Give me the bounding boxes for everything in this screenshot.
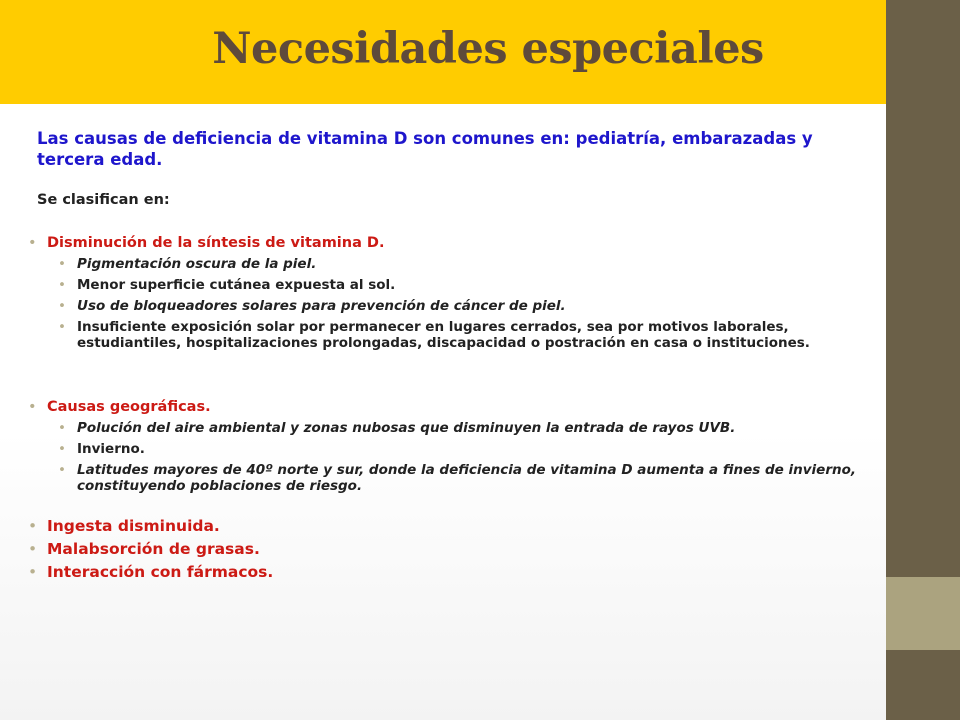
geographic-sublist bbox=[37, 420, 867, 494]
geographic-item: • Latitudes mayores de 40º norte y sur, donde la deficiencia de vitamina D aumenta a fines de invierno, constituyendo poblaciones de riesgo. bbox=[37, 462, 867, 494]
right-side-accent bbox=[886, 577, 960, 650]
geographic-item: • Invierno. bbox=[37, 441, 867, 457]
synthesis-item: • Menor superficie cutánea expuesta al sol. bbox=[37, 277, 867, 293]
cause-ingesta: • Ingesta disminuida. bbox=[37, 515, 867, 538]
slide-content bbox=[37, 128, 867, 584]
slide-title: Necesidades especiales bbox=[212, 24, 764, 74]
synthesis-sublist bbox=[37, 256, 867, 351]
cause-malabsorcion: • Malabsorción de grasas. bbox=[37, 538, 867, 561]
cause-heading-geographic: • Causas geográficas. bbox=[37, 398, 867, 416]
intro-text: Las causas de deficiencia de vitamina D son comunes en: pediatría, embarazadas y tercera edad. bbox=[37, 129, 813, 169]
geographic-item: • Polución del aire ambiental y zonas nubosas que disminuyen la entrada de rayos UVB. bbox=[37, 420, 867, 436]
synthesis-item: • Uso de bloqueadores solares para prevención de cáncer de piel. bbox=[37, 298, 867, 314]
synthesis-item: • Insuficiente exposición solar por permanecer en lugares cerrados, sea por motivos laborales, estudiantiles, hospitalizaciones prolongadas, discapacidad o postración en casa o instituciones. bbox=[37, 319, 867, 351]
cause-interaccion: • Interacción con fármacos. bbox=[37, 561, 867, 584]
synthesis-item: • Pigmentación oscura de la piel. bbox=[37, 256, 867, 272]
cause-heading-synthesis: • Disminución de la síntesis de vitamina D. bbox=[37, 234, 867, 252]
classification-label: Se clasifican en: bbox=[37, 192, 170, 208]
cause-list bbox=[37, 234, 867, 584]
